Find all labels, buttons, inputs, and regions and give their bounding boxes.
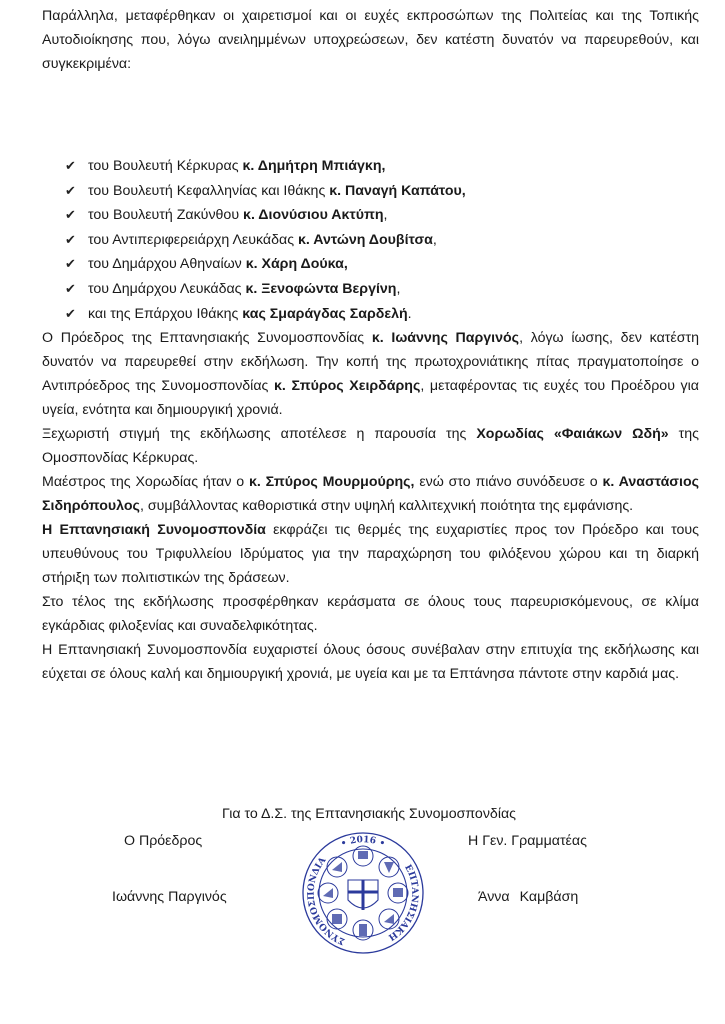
checkmark-icon: ✔ bbox=[65, 305, 76, 321]
closing-paragraph: Η Επτανησιακή Συνομοσπονδία ευχαριστεί όλους όσους συνέβαλαν στην επιτυχία της εκδήλωσης και εύχεται σε όλους καλή και δημιουργική χρονιά, με υγεία και με τα Επτάνησα πάντοτε στην καρδιά μας. bbox=[42, 642, 699, 683]
president-title: Ο Πρόεδρος bbox=[124, 833, 203, 849]
maestro-paragraph: Μαέστρος της Χορωδίας ήταν ο κ. Σπύρος Μουρμούρης, ενώ στο πιάνο συνόδευσε ο κ. Αναστάσιος Σιδηρόπουλος, συμβάλλοντας καθοριστικά στην υψηλή καλλιτεχνική ποιότητα της εμφάνισης. bbox=[42, 474, 700, 515]
secretary-name: Άννα Καμβάση bbox=[478, 889, 579, 905]
list-item: ✔ του Δημάρχου Αθηναίων κ. Χάρη Δούκα, bbox=[65, 252, 699, 277]
greetings-list bbox=[42, 154, 699, 326]
checkmark-icon: ✔ bbox=[65, 256, 76, 272]
choir-paragraph: Ξεχωριστή στιγμή της εκδήλωσης αποτέλεσε η παρουσία της Χορωδίας «Φαιάκων Ωδή» της Ομοσπονδίας Κέρκυρας. bbox=[42, 426, 699, 467]
federation-seal-icon bbox=[300, 830, 426, 956]
for-board-label: Για το Δ.Σ. της Επτανησιακής Συνομοσπονδίας bbox=[222, 806, 517, 822]
svg-text:ΕΠΤΑΝΗΣΙΑΚΗ: ΕΠΤΑΝΗΣΙΑΚΗ bbox=[386, 863, 420, 942]
svg-text:ΣΥΝΟΜΟΣΠΟΝΔΙΑ: ΣΥΝΟΜΟΣΠΟΝΔΙΑ bbox=[306, 855, 347, 947]
list-item: ✔ του Αντιπεριφερειάρχη Λευκάδας κ. Αντώνη Δουβίτσα, bbox=[65, 228, 699, 253]
seal-year: • 2016 • bbox=[339, 835, 387, 850]
president-name: Ιωάννης Παργινός bbox=[112, 889, 227, 905]
checkmark-icon: ✔ bbox=[65, 280, 76, 296]
list-item: ✔ και της Επάρχου Ιθάκης κας Σμαράγδας Σαρδελή. bbox=[65, 302, 699, 327]
checkmark-icon: ✔ bbox=[65, 182, 76, 198]
signature-block bbox=[0, 806, 725, 966]
intro-paragraph: Παράλληλα, μεταφέρθηκαν οι χαιρετισμοί και οι ευχές εκπροσώπων της Πολιτείας και της Τοπικής Αυτοδιοίκησης που, λόγω ανειλημμένων υποχρεώσεων, δεν κατέστη δυνατόν να παρευρεθούν, και συγκεκριμένα: bbox=[42, 8, 699, 72]
checkmark-icon: ✔ bbox=[65, 158, 76, 173]
list-item: ✔ του Δημάρχου Λευκάδας κ. Ξενοφώντα Βεργίνη, bbox=[65, 277, 699, 302]
list-item: ✔ του Βουλευτή Κέρκυρας κ. Δημήτρη Μπιάγκη, bbox=[65, 154, 699, 179]
refreshments-paragraph: Στο τέλος της εκδήλωσης προσφέρθηκαν κεράσματα σε όλους τους παρευρισκόμενους, σε κλίμα εγκάρδιας φιλοξενίας και συναδελφικότητας. bbox=[42, 594, 699, 635]
president-paragraph: Ο Πρόεδρος της Επτανησιακής Συνομοσπονδίας κ. Ιωάννης Παργινός, λόγω ίωσης, δεν κατέστη δυνατόν να παρευρεθεί στην εκδήλωση. Την κοπή της πρωτοχρονιάτικης πίτας πραγματοποίησε ο Αντιπρόεδρος της Συνομοσπονδίας κ. Σπύρος Χειρδάρης, μεταφέροντας τις ευχές του Προέδρου για υγεία, ενότητα και δημιουργική χρονιά. bbox=[42, 330, 700, 419]
checkmark-icon: ✔ bbox=[65, 207, 76, 223]
list-item: ✔ του Βουλευτή Ζακύνθου κ. Διονύσιου Ακτύπη, bbox=[65, 203, 699, 228]
document-body bbox=[42, 4, 699, 686]
thanks-paragraph: Η Επτανησιακή Συνομοσπονδία εκφράζει τις θερμές της ευχαριστίες προς τον Πρόεδρο και τους υπευθύνους του Τριφυλλείου Ιδρύματος για την παραχώρηση του φιλόξενου χώρου και τη διαρκή στήριξη των πολιτιστικών της δράσεων. bbox=[42, 522, 699, 587]
secretary-title: Η Γεν. Γραμματέας bbox=[468, 833, 587, 849]
checkmark-icon: ✔ bbox=[65, 231, 76, 247]
list-item: ✔ του Βουλευτή Κεφαλληνίας και Ιθάκης κ. Παναγή Καπάτου, bbox=[65, 179, 699, 204]
